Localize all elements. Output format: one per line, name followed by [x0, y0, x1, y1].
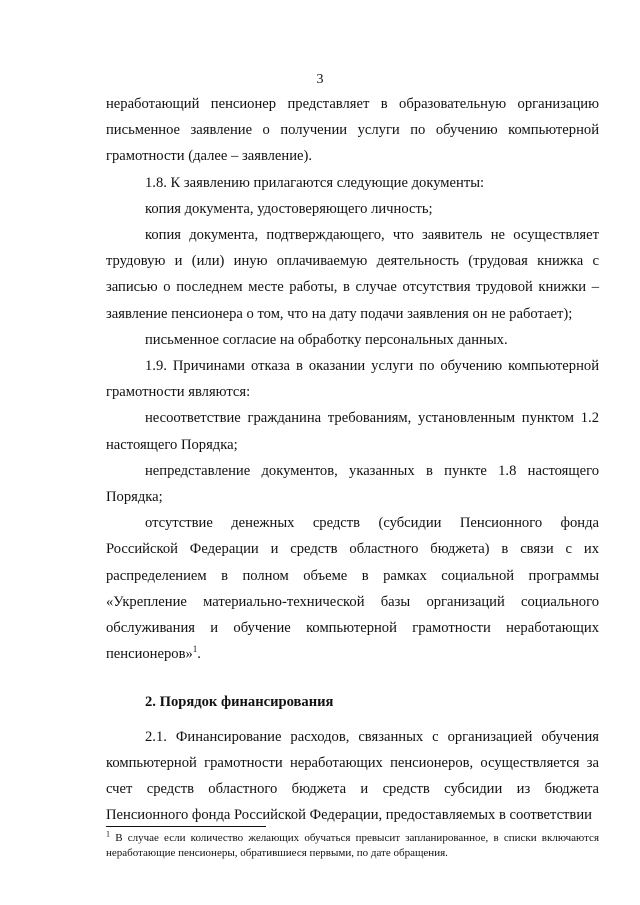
- footnote-text: В случае если количество желающих обучаться превысит запланированное, в списки включаются неработающие пенсионеры, обратившиеся первыми, по дате обращения.: [106, 832, 599, 859]
- footnote-marker: 1: [106, 829, 110, 839]
- footnote-divider: [106, 826, 266, 827]
- list-item-nonconformity: несоответствие гражданина требованиям, установленным пунктом 1.2 настоящего Порядка;: [106, 410, 599, 453]
- list-item-consent: письменное согласие на обработку персональных данных.: [145, 331, 508, 348]
- paragraph-2-1: 2.1. Финансирование расходов, связанных с организацией обучения компьютерной грамотности неработающих пенсионеров, осуществляется за счет средств областного бюджета и средств субсидии из бюджета Пенсионного фонда Российской Федерации, предоставляемых в соответствии: [106, 728, 599, 824]
- paragraph-1-9: 1.9. Причинами отказа в оказании услуги по обучению компьютерной грамотности являются:: [106, 358, 599, 401]
- footnote-reference: 1: [192, 644, 198, 655]
- body-text: [106, 91, 599, 828]
- paragraph-end-punct: .: [197, 646, 201, 663]
- footnote: [106, 831, 599, 861]
- no-funds-text: отсутствие денежных средств (субсидии Пенсионного фонда Российской Федерации и средств областного бюджета) в связи с их распределением в полном объеме в рамках социальной программы «Укрепление материально-технической базы организаций социального обслуживания и обучение компьютерной грамотности неработающих пенсионеров»: [106, 515, 599, 663]
- page-number: 3: [316, 72, 324, 87]
- list-item-missing-docs: непредставление документов, указанных в пункте 1.8 настоящего Порядка;: [106, 462, 599, 506]
- list-item-no-funds: [106, 510, 599, 667]
- list-item-employment-doc: копия документа, подтверждающего, что заявитель не осуществляет трудовую и (или) иную оплачиваемую деятельность (трудовая книжка с записью о последнем месте работы, в случае отсутствия трудовой книжки – заявление пенсионера о том, что на дату подачи заявления он не работает);: [106, 227, 599, 322]
- section-heading: 2. Порядок финансирования: [145, 694, 334, 711]
- list-item-identity-doc: копия документа, удостоверяющего личность;: [145, 200, 433, 217]
- paragraph-continuation: неработающий пенсионер представляет в образовательную организацию письменное заявление о получении услуги по обучению компьютерной грамотности (далее – заявление).: [106, 96, 599, 165]
- paragraph-1-8: 1.8. К заявлению прилагаются следующие документы:: [145, 174, 485, 191]
